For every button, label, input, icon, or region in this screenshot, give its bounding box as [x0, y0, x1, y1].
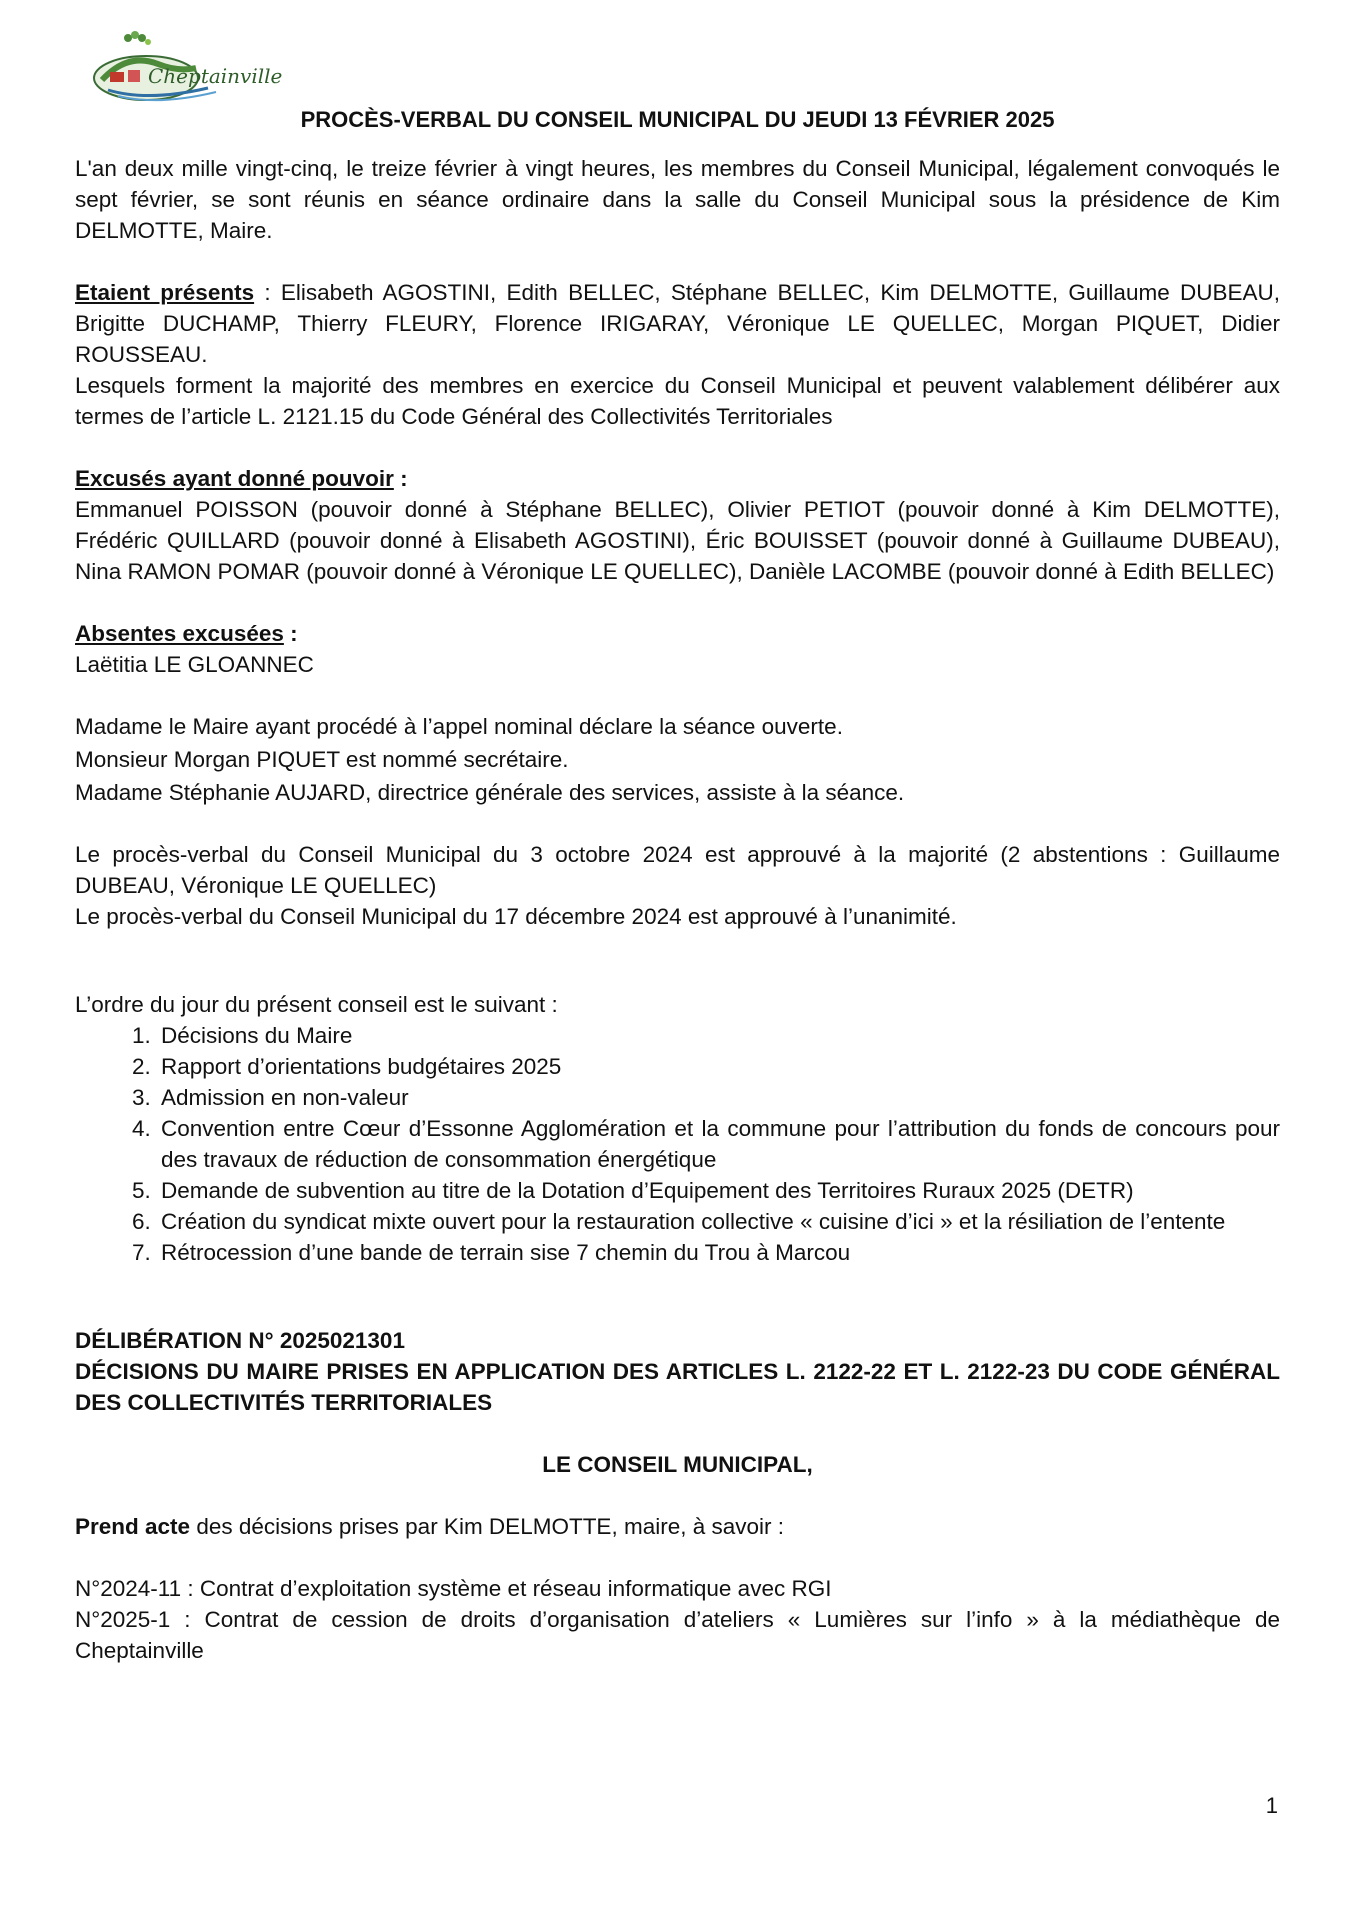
- page-title: PROCÈS-VERBAL DU CONSEIL MUNICIPAL DU JEUDI 13 FÉVRIER 2025: [300, 107, 1055, 132]
- excuses-label: Excusés ayant donné pouvoir: [75, 466, 394, 491]
- agenda-list: [75, 1020, 1280, 1268]
- excuses-separator: :: [393, 466, 408, 491]
- agenda-item: 7. Rétrocession d’une bande de terrain sise 7 chemin du Trou à Marcou: [157, 1237, 1280, 1268]
- prend-acte-paragraph: [75, 1511, 1280, 1542]
- page-number: 1: [1265, 1793, 1278, 1818]
- prend-acte-label: Prend acte: [75, 1514, 191, 1539]
- presents-paragraph: [75, 277, 1280, 370]
- deliberation-number: DÉLIBÉRATION N° 2025021301: [75, 1328, 405, 1353]
- opening-line: Madame le Maire ayant procédé à l’appel nominal déclare la séance ouverte.: [75, 714, 843, 739]
- approval-line: Le procès-verbal du Conseil Municipal du 17 décembre 2024 est approuvé à l’unanimité.: [75, 904, 957, 929]
- presents-label: Etaient présents: [75, 280, 255, 305]
- logo-text: Cheptainville: [148, 64, 283, 88]
- agenda-intro: L’ordre du jour du présent conseil est le suivant :: [75, 992, 558, 1017]
- excuses-names: Emmanuel POISSON (pouvoir donné à Stéphane BELLEC), Olivier PETIOT (pouvoir donné à Kim DELMOTTE), Frédéric QUILLARD (pouvoir donné à Elisabeth AGOSTINI), Éric BOUISSET (pouvoir donné à Guillaume DUBEAU), Nina RAMON POMAR (pouvoir donné à Véronique LE QUELLEC), Danièle LACOMBE (pouvoir donné à Edith BELLEC): [75, 497, 1280, 584]
- approval-line: Le procès-verbal du Conseil Municipal du 3 octobre 2024 est approuvé à la majorité (2 abstentions : Guillaume DUBEAU, Véronique LE QUELLEC): [75, 842, 1280, 898]
- prend-acte-text: des décisions prises par Kim DELMOTTE, maire, à savoir :: [190, 1514, 784, 1539]
- presents-separator: :: [254, 280, 281, 305]
- decision-line: N°2025-1 : Contrat de cession de droits d’organisation d’ateliers « Lumières sur l’info » à la médiathèque de Cheptainville: [75, 1607, 1280, 1663]
- agenda-item: 2. Rapport d’orientations budgétaires 2025: [157, 1051, 1280, 1082]
- intro-paragraph: L'an deux mille vingt-cinq, le treize février à vingt heures, les membres du Conseil Municipal, légalement convoqués le sept février, se sont réunis en séance ordinaire dans la salle du Conseil Municipal sous la présidence de Kim DELMOTTE, Maire.: [75, 156, 1280, 243]
- excuses-heading: [75, 463, 1280, 494]
- opening-line: Madame Stéphanie AUJARD, directrice générale des services, assiste à la séance.: [75, 780, 905, 805]
- opening-line: Monsieur Morgan PIQUET est nommé secrétaire.: [75, 747, 569, 772]
- council-heading: LE CONSEIL MUNICIPAL,: [542, 1452, 813, 1477]
- municipality-logo: [88, 28, 283, 108]
- deliberation-subject: DÉCISIONS DU MAIRE PRISES EN APPLICATION DES ARTICLES L. 2122-22 ET L. 2122-23 DU CODE GÉNÉRAL DES COLLECTIVITÉS TERRITORIALES: [75, 1359, 1280, 1415]
- absentes-label: Absentes excusées: [75, 621, 284, 646]
- document-body: [75, 104, 1280, 1666]
- absentes-names: Laëtitia LE GLOANNEC: [75, 652, 314, 677]
- agenda-item: 6. Création du syndicat mixte ouvert pour la restauration collective « cuisine d’ici » et la résiliation de l’entente: [157, 1206, 1280, 1237]
- agenda-item: 3. Admission en non-valeur: [157, 1082, 1280, 1113]
- agenda-item: 5. Demande de subvention au titre de la Dotation d’Equipement des Territoires Ruraux 2025 (DETR): [157, 1175, 1280, 1206]
- presents-names: Elisabeth AGOSTINI, Edith BELLEC, Stéphane BELLEC, Kim DELMOTTE, Guillaume DUBEAU, Brigitte DUCHAMP, Thierry FLEURY, Florence IRIGARAY, Véronique LE QUELLEC, Morgan PIQUET, Didier ROUSSEAU.: [75, 280, 1281, 367]
- absentes-separator: :: [283, 621, 298, 646]
- absentes-heading: [75, 618, 1280, 649]
- agenda-item: 1. Décisions du Maire: [157, 1020, 1280, 1051]
- decision-line: N°2024-11 : Contrat d’exploitation système et réseau informatique avec RGI: [75, 1576, 832, 1601]
- quorum-paragraph: Lesquels forment la majorité des membres en exercice du Conseil Municipal et peuvent valablement délibérer aux termes de l’article L. 2121.15 du Code Général des Collectivités Territoriales: [75, 373, 1280, 429]
- agenda-item: 4. Convention entre Cœur d’Essonne Agglomération et la commune pour l’attribution du fonds de concours pour des travaux de réduction de consommation énergétique: [157, 1113, 1280, 1175]
